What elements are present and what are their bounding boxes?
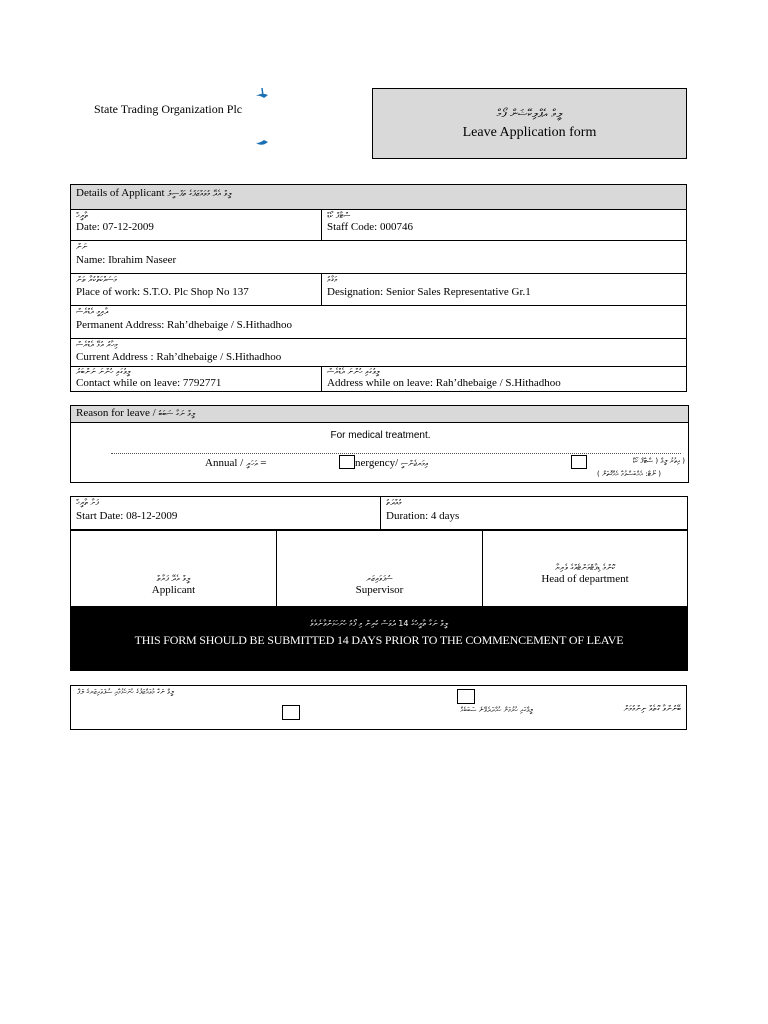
annual-label-dhivehi: އަހަރީ [245,459,258,468]
name-value: Name: Ibrahim Naseer [76,254,177,266]
designation-value: Designation: Senior Sales Representative Gr.1 [327,286,531,298]
other-leave-label-dhivehi: ( އިތުރު ލީވް ( ސްޓާފް ކޯޑް [632,457,685,465]
current-address-field[interactable] [70,338,687,367]
head-label-dhivehi: ކޮންމެ ޑިޕާޓްމަންޓެއްގެ ވެރިޔާ [554,563,616,572]
reason-text[interactable]: For medical treatment. [330,430,431,441]
form-title-dhivehi: ލީވް އެޕްލިކޭޝަން ފޯމް [496,107,563,120]
applicant-label-dhivehi: ލީވް އެދޭ ފަރާތް [156,574,191,583]
place-value: Place of work: S.T.O. Plc Shop No 137 [76,286,249,298]
notice-dhivehi: ލީވް ނަގާ ތާރީޚުގެ 14 ދުވަސް ކުރިން މި ފޯމު ހުށަހަޅަންވާނެއެވެ [309,619,449,628]
place-label-dhivehi: މަސައްކަތްކުރާ ތަން [76,275,117,284]
emergency-leave-checkbox[interactable] [339,455,355,469]
staff-code-field[interactable] [321,209,687,241]
approve-checkbox[interactable] [457,689,475,704]
notice-text: THIS FORM SHOULD BE SUBMITTED 14 DAYS PRIOR TO THE COMMENCEMENT OF LEAVE [134,633,624,647]
contact-label-dhivehi: ލީވުގައި ހުންނަ ނަންބަރު [76,367,131,376]
contact-on-leave-field[interactable] [70,366,322,392]
emergency-label-text: nergency/ [355,457,399,469]
applicant-signature-box[interactable] [70,530,277,607]
permanent-address-value: Permanent Address: Rah’dhebaige / S.Hithadhoo [76,319,292,331]
leave-address-value: Address while on leave: Rah’dhebaige / S.Hithadhoo [327,377,561,389]
address-on-leave-field[interactable] [321,366,687,392]
duration-field[interactable] [380,496,688,530]
reason-section-body [70,422,689,483]
reason-title-dhivehi: ލީވް ނަގާ ސަބަބު [158,409,196,418]
date-value: Date: 07-12-2009 [76,221,154,233]
leave-address-label-dhivehi: ލީވުގައި ހުންނަ އެޑްރެސް [327,367,380,376]
reason-title: Reason for leave / [76,407,156,419]
designation-label-dhivehi: މަޤާމު [327,275,338,284]
place-of-work-field[interactable] [70,273,322,306]
duration-label-dhivehi: މުއްދަތު [386,498,402,507]
annual-equals: = [260,457,267,469]
annual-leave-label [205,457,266,469]
date-field[interactable] [70,209,322,241]
emergency-label-dhivehi: އިމަރޖެންސީ [400,459,428,468]
designation-field[interactable] [321,273,687,306]
head-of-department-signature-box[interactable] [482,530,688,607]
form-title-box [372,88,687,159]
applicant-section-title: Details of Applicant [76,187,165,199]
applicant-section-header [70,184,687,210]
current-address-label-dhivehi: މިހާރު އުޅޭ އެޑްރެސް [76,340,118,349]
reason-section-header [70,405,689,423]
head-label: Head of department [541,573,629,585]
applicant-label: Applicant [151,584,196,596]
org-name: State Trading Organization Plc [94,102,243,116]
other-leave-note-dhivehi: ( ނޯޓް: އެއްބަސްވުމާ އެއްގޮތަށް ) [597,470,661,478]
org-logo [248,82,278,152]
supervisor-signature-box[interactable] [276,530,483,607]
supervisor-label: Supervisor [355,584,404,596]
duration-value: Duration: 4 days [386,510,460,522]
current-address-value: Current Address : Rah’dhebaige / S.Hithadhoo [76,351,282,363]
emergency-leave-label [355,457,428,469]
staff-code-value: Staff Code: 000746 [327,221,413,233]
other-leave-checkbox[interactable] [571,455,587,469]
approval-line2-dhivehi: ލީވްގައި ހުރުމަށް ހުއްދަދެވޭނެ ސަބަބެއް [460,706,533,714]
start-date-field[interactable] [70,496,381,530]
submission-notice-banner [70,606,688,671]
permanent-address-label-dhivehi: ދާއިމީ އެޑްރެސް [76,307,109,316]
date-label-dhivehi: ތާރީޚް [76,211,88,220]
reason-dotted-line [111,453,681,454]
name-field[interactable] [70,240,687,274]
staff-code-label-dhivehi: ސްޓާފް ކޯޑް [327,211,351,220]
name-label-dhivehi: ނަން [76,242,88,251]
start-date-value: Start Date: 08-12-2009 [76,510,178,522]
applicant-section-title-dhivehi: ލީވް އެދޭ މުވައްޒަފުގެ ތަފްސީލު [167,189,232,198]
supervisor-label-dhivehi: ސުޕަވައިޒަރ [366,574,393,583]
approval-box [70,685,687,730]
reject-checkbox[interactable] [282,705,300,720]
contact-value: Contact while on leave: 7792771 [76,377,222,389]
approval-right-dhivehi: ބޭނުންވާ ގޮތެއް ނިންމުމަށް [623,704,681,713]
permanent-address-field[interactable] [70,305,687,339]
start-date-label-dhivehi: ފަށާ ތާރީޚް [76,498,99,507]
annual-label-text: Annual / [205,457,244,469]
approval-line1-dhivehi: ލީވް ނަގާ މުވައްޒަފުގެ ހުށަހެޅުމާއި ސުޕަވައިޒަރގެ ލަފާ [77,688,174,696]
form-title: Leave Application form [462,125,597,140]
